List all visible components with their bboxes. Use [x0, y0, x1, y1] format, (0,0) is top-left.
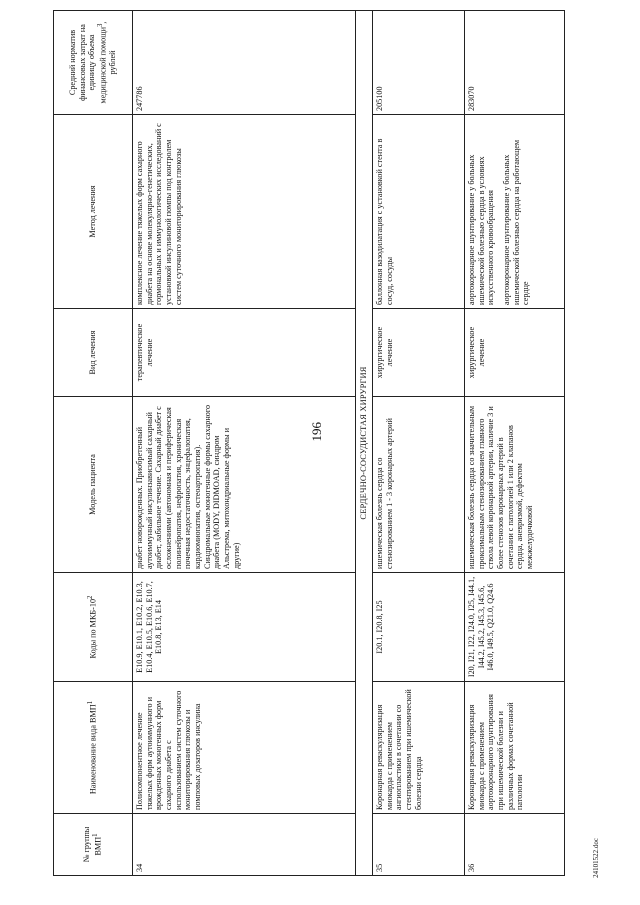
table-row [372, 11, 464, 876]
cell-method: комплексное лечение тяжелых форм сахарного диабета на основе молекулярно-генетических, гормональных и иммунологических исследований с установкой инсулиновой помпы под контролем систем суточного мониторирования глюкозы [133, 115, 356, 309]
method-option-b: аортокоронарное шунтирование у больных ишемической болезнью сердца на работающем сердце [501, 139, 531, 305]
header-codes: Коды по МКБ-$10^2$ [54, 573, 133, 682]
cell-method [464, 115, 564, 309]
cell-name: Коронарная реваскуляризация миокарда с применением ангиопластики в сочетании со стентированием при ишемической болезни сердца [372, 682, 464, 814]
header-model: Модель пациента [54, 397, 133, 573]
method-option-a: аортокоронарное шунтирование у больных ишемической болезнью сердца в условиях искусственного кровообращения [466, 154, 496, 305]
section-title: СЕРДЕЧНО-СОСУДИСТАЯ ХИРУРГИЯ [356, 11, 373, 876]
cell-cost: 247786 [133, 11, 356, 115]
cell-type: хирургическое лечение [464, 309, 564, 397]
document-id: 24101522.doc [592, 838, 600, 878]
cell-method: баллонная вазодилатация с установкой стента в сосуд, сосуды [372, 115, 464, 309]
table-header-row [54, 11, 133, 876]
cell-codes: I20.1, I20.8, I25 [372, 573, 464, 682]
header-method: Метод лечения [54, 115, 133, 309]
cell-group: 35 [372, 814, 464, 876]
vmp-table [53, 10, 565, 876]
table-row [133, 11, 356, 876]
page-number: 196 [309, 422, 324, 442]
cell-model: ишемическая болезнь сердца со значительным проксимальным стенозированием главного ствола левой коронарной артерии, наличие 3 и более стенозов коронарных артерий в сочетании с патологией 1 или 2 клапанов сердца, аневризмой, дефектом межжелудочковой [464, 397, 564, 573]
cell-model: диабет новорожденных. Приобретенный аутоиммунный инсулинзависимый сахарный диабет, лабильное течение. Сахарный диабет с осложнениями (автономная и периферическая полинейропатия, нефропатия, хроническая почечная недостаточность, энцефалопатия, кардиомиопатия, остеоартропатия). Синдромальные моногенные формы сахарного диабета (MODY, DIDMOAD, синдром Альстрема, митохондриальные формы и другие) [133, 397, 356, 573]
cell-cost: 205100 [372, 11, 464, 115]
header-name: Наименование вида ВМП$^1$ [54, 682, 133, 814]
header-cost: Средний норматив финансовых затрат на единицу объема медицинской помощи$^3$, рублей [54, 11, 133, 115]
header-type: Вид лечения [54, 309, 133, 397]
cell-group: 36 [464, 814, 564, 876]
rotated-table-container [53, 11, 636, 876]
cell-cost: 283070 [464, 11, 564, 115]
cell-name: Полисомпонентное лечение тяжелых форм аутоиммунного и врожденных моногенных форм сахарного диабета с использованием систем суточного мониторирования глюкозы и помповых дозаторов инсулина [133, 682, 356, 814]
cell-codes: E10.9, E10.1, E10.2, E10.3, E10.4, E10.5, E10.6, E10.7, E10.8, E13, E14 [133, 573, 356, 682]
cell-codes: I20, I21, I22, I24.0, I25, I44.1, I44.2, I45.2, I45.3, I45.6, I46.0, I49.5, Q21.0, Q24.6 [464, 573, 564, 682]
section-row [356, 11, 373, 876]
table-row [464, 11, 564, 876]
cell-type: хирургическое лечение [372, 309, 464, 397]
cell-model: ишемическая болезнь сердца со стенозированием 1 - 3 коронарных артерий [372, 397, 464, 573]
header-group: № группы ВМП$^1$ [54, 814, 133, 876]
cell-group: 34 [133, 814, 356, 876]
cell-name: Коронарная реваскуляризация миокарда с применением аортокоронарного шунтирования при ишемической болезни и различных формах сочетанной патологии [464, 682, 564, 814]
cell-type: терапевтическое лечение [133, 309, 356, 397]
